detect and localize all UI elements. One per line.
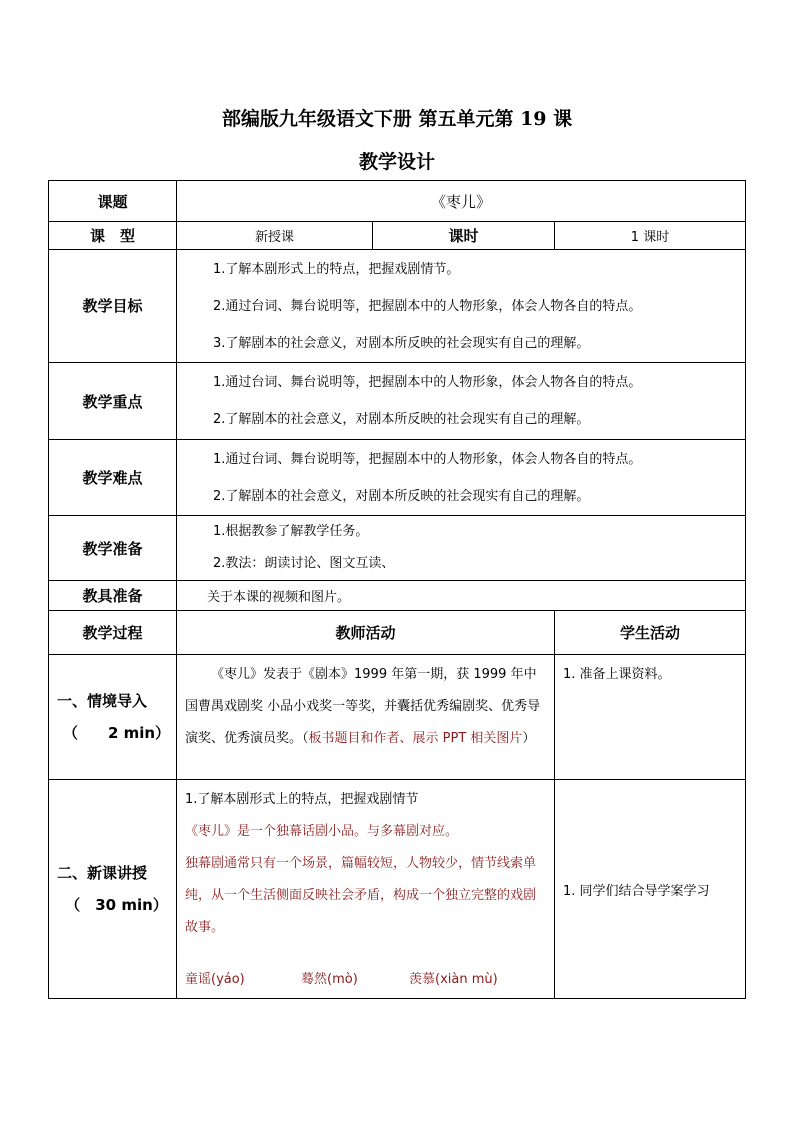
tools-label: 教具准备 — [49, 581, 177, 611]
step-2-time: （ 30 min） — [65, 896, 168, 914]
step-2-teacher-line-2: 《枣儿》是一个独幕话剧小品。与多幕剧对应。 — [185, 824, 459, 839]
step-1-label-cell — [49, 655, 177, 780]
teacher-activity-header: 教师活动 — [177, 611, 555, 655]
topic-label: 课题 — [49, 181, 177, 222]
goal-label: 教学目标 — [49, 250, 177, 363]
hours-value: 1 课时 — [555, 222, 746, 250]
row-prep — [49, 516, 746, 581]
type-label: 课 型 — [49, 222, 177, 250]
focus-item: 2.了解剧本的社会意义，对剧本所反映的社会现实有自己的理解。 — [213, 412, 590, 427]
step-1-label: 一、情境导入 — [57, 692, 148, 710]
vocab-item: 羡慕(xiàn mù) — [409, 972, 498, 987]
row-topic — [49, 181, 746, 222]
document-title: 部编版九年级语文下册 第五单元第 19 课 — [221, 108, 573, 130]
step-2-vocab — [185, 964, 546, 996]
step-2-teacher-para: 独幕剧通常只有一个场景，篇幅较短，人物较少，情节线索单纯，从一个生活侧面反映社会矛盾，构成一个独立完整的戏剧故事。 — [185, 856, 537, 935]
row-type — [49, 222, 746, 250]
step-2-teacher — [177, 780, 555, 999]
prep-list — [177, 516, 746, 581]
difficulty-list — [177, 440, 746, 516]
student-activity-header: 学生活动 — [555, 611, 746, 655]
lesson-plan-table — [48, 180, 746, 999]
tools-value: 关于本课的视频和图片。 — [177, 581, 746, 611]
step-1-time: （ 2 min） — [62, 724, 171, 742]
type-value: 新授课 — [177, 222, 373, 250]
goal-item: 3.了解剧本的社会意义，对剧本所反映的社会现实有自己的理解。 — [213, 335, 590, 351]
row-process-header — [49, 611, 746, 655]
prep-item: 1.根据教参了解教学任务。 — [213, 524, 369, 539]
focus-item: 1.通过台词、舞台说明等，把握剧本中的人物形象，体会人物各自的特点。 — [213, 375, 642, 390]
hours-label: 课时 — [373, 222, 555, 250]
goal-item: 2.通过台词、舞台说明等，把握剧本中的人物形象，体会人物各自的特点。 — [213, 298, 642, 314]
difficulty-item: 2.了解剧本的社会意义，对剧本所反映的社会现实有自己的理解。 — [213, 488, 590, 504]
row-tools — [49, 581, 746, 611]
step-2-teacher-line-1: 1.了解本剧形式上的特点，把握戏剧情节 — [185, 792, 419, 807]
step-1-teacher-text: 《枣儿》发表于《剧本》1999 年第一期，获 1999 年中国曹禺戏剧奖 小品小戏奖一等奖，并囊括优秀编剧奖、优秀导演奖、优秀演员奖。（ — [185, 667, 541, 746]
prep-label: 教学准备 — [49, 516, 177, 581]
step-2-student: 1. 同学们结合导学案学习 — [555, 780, 746, 999]
vocab-item: 蓦然(mò) — [301, 972, 358, 987]
process-label: 教学过程 — [49, 611, 177, 655]
prep-item: 2.教法：朗读讨论、图文互读、 — [213, 556, 395, 571]
topic-value: 《枣儿》 — [177, 181, 746, 222]
row-step-2 — [49, 780, 746, 999]
goal-item: 1.了解本剧形式上的特点，把握戏剧情节。 — [213, 261, 460, 277]
goal-list — [177, 250, 746, 363]
vocab-item: 童谣(yáo) — [185, 972, 245, 987]
step-2-label: 二、新课讲授 — [57, 864, 148, 882]
step-1-teacher — [177, 655, 555, 780]
focus-label: 教学重点 — [49, 363, 177, 440]
focus-list — [177, 363, 746, 440]
document-subtitle: 教学设计 — [358, 151, 435, 173]
row-goals — [49, 250, 746, 363]
row-difficulty — [49, 440, 746, 516]
step-1-student: 1. 准备上课资料。 — [555, 655, 746, 780]
row-step-1 — [49, 655, 746, 780]
difficulty-label: 教学难点 — [49, 440, 177, 516]
step-1-teacher-note: 板书题目和作者、展示 PPT 相关图片 — [308, 731, 523, 746]
step-2-label-cell — [49, 780, 177, 999]
step-1-teacher-end: ） — [522, 731, 536, 746]
difficulty-item: 1.通过台词、舞台说明等，把握剧本中的人物形象，体会人物各自的特点。 — [213, 451, 642, 467]
row-focus — [49, 363, 746, 440]
